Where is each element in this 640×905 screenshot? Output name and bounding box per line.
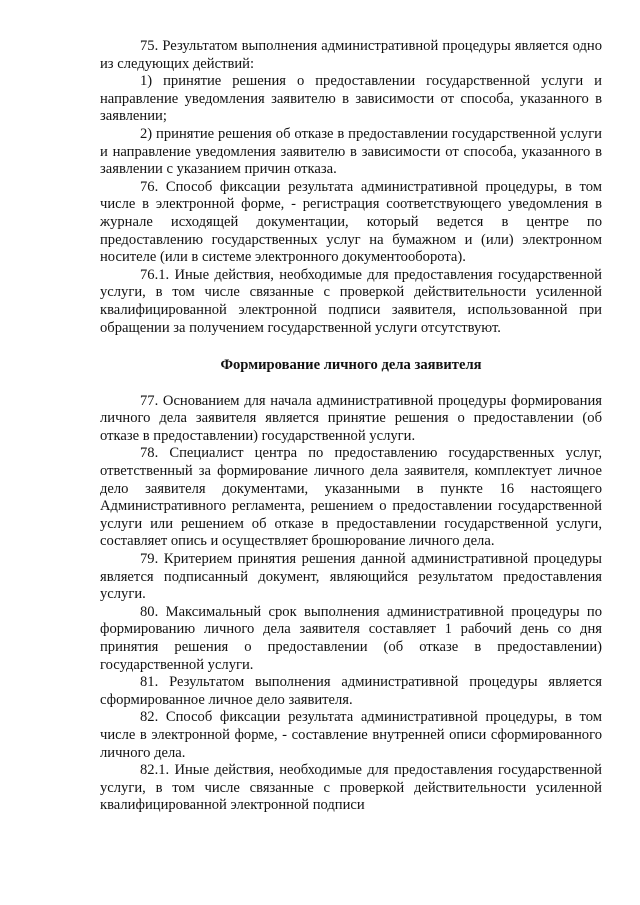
paragraph-77: 77. Основанием для начала административной процедуры формирования личного дела заявителя является принятие решения о предоставлении (об отказе в предоставлении) государственной услуги.: [100, 392, 602, 444]
paragraph-81: 81. Результатом выполнения административной процедуры является сформированное личное дело заявителя.: [100, 674, 602, 708]
paragraph-80: 80. Максимальный срок выполнения административной процедуры по формированию личного дела заявителя составляет 1 рабочий день со дня принятия решения о предоставлении (об отказе в предоставлении) государственной услуги.: [100, 603, 602, 673]
paragraph-75-item-2: 2) принятие решения об отказе в предоставлении государственной услуги и направление уведомления заявителю в зависимости от способа, указанного в заявлении с указанием причин отказа.: [100, 125, 602, 178]
section-heading: Формирование личного дела заявителя: [220, 357, 482, 374]
paragraph-78: 78. Специалист центра по предоставлению государственных услуг, ответственный за формирование личного дела заявителя, комплектует личное дело заявителя документами, указанными в пункте 16 настоящего Административного регламента, решением о предоставлении государственной услуги или решением об отказе в предоставлении государственной услуги, составляет опись и осуществляет брошюрование личного дела.: [100, 445, 602, 550]
paragraph-82: 82. Способ фиксации результата административной процедуры, в том числе в электронной форме, - составление внутренней описи сформированного личного дела.: [100, 709, 602, 761]
paragraph-76-1: 76.1. Иные действия, необходимые для предоставления государственной услуги, в том числе связанные с проверкой действительности усиленной квалифицированной электронной подписи заявителя, использованной при обращении за получением государственной услуги отсутствуют.: [100, 266, 602, 336]
paragraph-75: 75. Результатом выполнения административной процедуры является одно из следующих действий:: [100, 38, 602, 72]
paragraph-82-1: 82.1. Иные действия, необходимые для предоставления государственной услуги, в том числе связанные с проверкой действительности усиленной квалифицированной электронной подписи: [100, 762, 602, 814]
paragraph-76: 76. Способ фиксации результата административной процедуры, в том числе в электронной форме, - регистрация соответствующего уведомления в журнале исходящей документации, который ведется в центре по предоставлению государственных услуг на бумажном и (или) электронном носителе (или в системе электронного документооборота).: [100, 178, 602, 266]
paragraph-75-item-1: 1) принятие решения о предоставлении государственной услуги и направление уведомления заявителю в зависимости от способа, указанного в заявлении;: [100, 73, 602, 125]
paragraph-79: 79. Критерием принятия решения данной административной процедуры является подписанный документ, являющийся результатом предоставления услуги.: [100, 551, 602, 603]
